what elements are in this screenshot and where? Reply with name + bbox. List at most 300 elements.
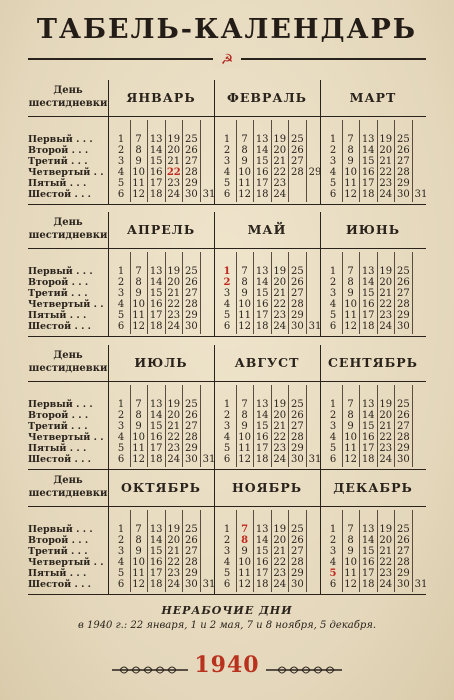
day-number: 26	[185, 410, 198, 421]
day-number: 6	[117, 579, 125, 590]
day-number: 5	[329, 568, 337, 579]
day-number: 17	[361, 443, 375, 454]
day-number: 15	[149, 156, 163, 167]
day-number: 12	[132, 189, 145, 200]
day-number: 10	[132, 299, 145, 310]
quarter-block	[28, 80, 426, 204]
day-number: 13	[255, 134, 269, 145]
day-number: 31	[308, 454, 322, 465]
day-number: 18	[255, 321, 269, 332]
day-number: 10	[238, 432, 251, 443]
day-number: 10	[344, 299, 357, 310]
day-number: 24	[273, 579, 287, 590]
day-number: 20	[273, 535, 287, 546]
day-number: 4	[223, 167, 231, 178]
day-number: 31	[202, 454, 216, 465]
day-number: 30	[291, 454, 304, 465]
month-name: ИЮНЬ	[345, 222, 401, 237]
month-separator	[214, 80, 215, 204]
day-number: 19	[273, 134, 287, 145]
weekday-label: Четвертый . .	[28, 167, 104, 178]
weekday-label: Третий . . .	[28, 156, 88, 167]
day-number: 28	[185, 299, 198, 310]
day-number: 18	[361, 579, 375, 590]
day-number: 13	[255, 266, 269, 277]
day-number: 5	[329, 178, 337, 189]
day-number: 7	[241, 134, 248, 145]
page-title: ТАБЕЛЬ-КАЛЕНДАРЬ	[36, 14, 418, 45]
day-number: 11	[238, 443, 251, 454]
day-number: 5	[329, 443, 337, 454]
day-number: 16	[149, 557, 163, 568]
day-number: 23	[273, 310, 287, 321]
day-number: 24	[167, 321, 181, 332]
day-number: 31	[414, 579, 428, 590]
day-number: 12	[132, 454, 145, 465]
day-number: 22	[167, 299, 181, 310]
day-number: 17	[361, 568, 375, 579]
day-number: 20	[167, 277, 181, 288]
day-number: 19	[379, 266, 393, 277]
day-number: 26	[291, 410, 304, 421]
day-number: 21	[273, 288, 287, 299]
month-name: СЕНТЯБРЬ	[327, 355, 418, 370]
day-number: 18	[149, 189, 163, 200]
day-number: 24	[379, 579, 393, 590]
day-number: 27	[185, 288, 198, 299]
day-number: 25	[291, 266, 304, 277]
day-number: 16	[255, 167, 269, 178]
weekday-label: Пятый . . .	[28, 178, 87, 189]
day-number: 9	[135, 156, 142, 167]
day-number: 10	[344, 167, 357, 178]
day-number: 16	[255, 299, 269, 310]
day-column-header: День шестидневки	[28, 85, 108, 109]
day-number: 10	[132, 432, 145, 443]
day-number: 8	[241, 277, 248, 288]
quarter-block	[28, 470, 426, 594]
day-number: 1	[117, 266, 125, 277]
day-number: 6	[329, 321, 337, 332]
day-number: 28	[291, 167, 304, 178]
day-number: 27	[397, 288, 410, 299]
day-number: 1	[329, 399, 337, 410]
quarter-block	[28, 345, 426, 469]
quarter-header	[28, 80, 426, 117]
month-separator	[320, 212, 321, 336]
day-number: 21	[167, 156, 181, 167]
day-number: 1	[223, 266, 231, 277]
day-number: 16	[361, 299, 375, 310]
day-number: 14	[149, 535, 163, 546]
day-number: 2	[117, 410, 125, 421]
day-number: 25	[291, 524, 304, 535]
day-number: 21	[273, 156, 287, 167]
day-number: 23	[167, 178, 181, 189]
weekday-label: Пятый . . .	[28, 568, 87, 579]
day-number: 7	[347, 266, 354, 277]
day-number: 1	[117, 524, 125, 535]
quarter-header	[28, 345, 426, 382]
day-number: 28	[291, 299, 304, 310]
day-number: 25	[397, 524, 410, 535]
day-number: 18	[149, 579, 163, 590]
day-number: 11	[344, 568, 357, 579]
day-number: 26	[291, 277, 304, 288]
day-number: 2	[329, 277, 337, 288]
weekday-label: Первый . . .	[28, 266, 93, 277]
day-number: 3	[117, 156, 125, 167]
day-number: 2	[329, 145, 337, 156]
day-number: 30	[185, 321, 198, 332]
hammer-sickle-icon: ☭	[213, 52, 241, 68]
day-number: 17	[361, 178, 375, 189]
day-number: 27	[185, 421, 198, 432]
month-name: МАЙ	[247, 222, 287, 237]
day-number: 2	[117, 535, 125, 546]
day-number: 3	[223, 546, 231, 557]
day-number: 20	[379, 410, 393, 421]
day-number: 9	[241, 156, 248, 167]
day-number: 3	[329, 421, 337, 432]
day-number: 4	[329, 432, 337, 443]
day-number: 19	[273, 399, 287, 410]
day-number: 1	[329, 266, 337, 277]
day-number: 27	[291, 288, 304, 299]
weekday-label: Третий . . .	[28, 421, 88, 432]
day-number: 17	[149, 568, 163, 579]
day-number: 16	[361, 432, 375, 443]
month-name: ДЕКАБРЬ	[333, 480, 413, 495]
day-number: 12	[344, 321, 357, 332]
day-number: 27	[185, 156, 198, 167]
day-number: 17	[255, 178, 269, 189]
day-number: 25	[291, 399, 304, 410]
day-number: 28	[397, 167, 410, 178]
day-number: 15	[361, 546, 375, 557]
month-separator	[320, 80, 321, 204]
day-number: 6	[223, 454, 231, 465]
quarter-bottom-rule	[28, 204, 426, 205]
day-number: 16	[361, 557, 375, 568]
day-number: 1	[329, 524, 337, 535]
day-number: 11	[238, 310, 251, 321]
day-number: 3	[223, 288, 231, 299]
month-name: АПРЕЛЬ	[126, 222, 196, 237]
day-number: 9	[347, 288, 354, 299]
day-number: 20	[167, 410, 181, 421]
day-number: 8	[135, 277, 142, 288]
day-number: 4	[329, 299, 337, 310]
day-number: 19	[379, 134, 393, 145]
day-number: 30	[397, 189, 410, 200]
day-number: 17	[255, 568, 269, 579]
day-number: 28	[185, 167, 198, 178]
day-number: 6	[223, 189, 231, 200]
day-number: 9	[135, 546, 142, 557]
day-number: 8	[347, 410, 354, 421]
day-number: 18	[255, 189, 269, 200]
day-number: 26	[185, 277, 198, 288]
day-number: 4	[223, 557, 231, 568]
weekday-label: Первый . . .	[28, 524, 93, 535]
day-number: 3	[329, 156, 337, 167]
day-number: 24	[273, 321, 287, 332]
day-number: 21	[167, 288, 181, 299]
day-column-header: День шестидневки	[28, 217, 108, 241]
day-number: 27	[397, 156, 410, 167]
day-number: 23	[167, 443, 181, 454]
day-number: 6	[329, 579, 337, 590]
day-number: 24	[167, 579, 181, 590]
quarter-header	[28, 212, 426, 249]
day-number: 8	[347, 145, 354, 156]
weekday-label: Пятый . . .	[28, 310, 87, 321]
day-number: 12	[238, 189, 251, 200]
day-number: 18	[255, 579, 269, 590]
day-number: 22	[273, 167, 287, 178]
day-number: 6	[117, 189, 125, 200]
day-number: 30	[397, 579, 410, 590]
day-number: 22	[167, 557, 181, 568]
weekday-label: Второй . . .	[28, 145, 89, 156]
day-number: 30	[291, 579, 304, 590]
day-number: 5	[117, 178, 125, 189]
day-number: 8	[241, 145, 248, 156]
day-number: 17	[255, 443, 269, 454]
day-number: 9	[347, 546, 354, 557]
day-number: 26	[291, 145, 304, 156]
day-number: 4	[223, 299, 231, 310]
day-number: 25	[185, 134, 198, 145]
day-number: 4	[223, 432, 231, 443]
day-number: 5	[223, 568, 231, 579]
day-number: 14	[361, 277, 375, 288]
weekday-label: Шестой . . .	[28, 321, 91, 332]
day-number: 22	[273, 557, 287, 568]
weekday-label: Третий . . .	[28, 288, 88, 299]
day-number: 31	[414, 189, 428, 200]
day-number: 2	[223, 277, 231, 288]
day-number: 24	[167, 454, 181, 465]
day-number: 20	[379, 277, 393, 288]
day-number: 3	[329, 288, 337, 299]
day-number: 21	[273, 546, 287, 557]
day-number: 9	[241, 421, 248, 432]
day-number: 12	[344, 454, 357, 465]
day-number: 30	[185, 189, 198, 200]
day-number: 8	[241, 535, 249, 546]
day-number: 12	[344, 189, 357, 200]
day-number: 9	[241, 546, 248, 557]
day-number: 20	[167, 535, 181, 546]
day-number: 10	[238, 557, 251, 568]
day-number: 16	[255, 432, 269, 443]
day-number: 29	[291, 568, 304, 579]
day-number: 26	[291, 535, 304, 546]
day-number: 1	[223, 399, 231, 410]
day-number: 24	[167, 189, 181, 200]
day-number: 8	[347, 277, 354, 288]
day-number: 6	[329, 454, 337, 465]
day-number: 4	[117, 167, 125, 178]
day-number: 29	[185, 443, 198, 454]
day-number: 18	[361, 454, 375, 465]
day-number: 15	[361, 288, 375, 299]
day-number: 22	[379, 432, 393, 443]
day-number: 14	[361, 535, 375, 546]
day-number: 15	[149, 421, 163, 432]
day-number: 23	[273, 568, 287, 579]
day-number: 20	[379, 145, 393, 156]
day-number: 27	[291, 421, 304, 432]
day-number: 8	[347, 535, 354, 546]
day-number: 24	[273, 189, 287, 200]
day-number: 29	[185, 178, 198, 189]
day-number: 27	[185, 546, 198, 557]
day-number: 4	[117, 299, 125, 310]
day-number: 13	[361, 134, 375, 145]
day-number: 30	[291, 321, 304, 332]
day-column-header: День шестидневки	[28, 350, 108, 374]
day-number: 14	[255, 535, 269, 546]
day-number: 25	[185, 524, 198, 535]
quarter-bottom-rule	[28, 594, 426, 595]
day-number: 19	[273, 266, 287, 277]
day-number: 31	[202, 579, 216, 590]
day-number: 29	[291, 443, 304, 454]
day-number: 17	[255, 310, 269, 321]
day-number: 4	[117, 432, 125, 443]
day-number: 28	[397, 557, 410, 568]
day-number: 7	[241, 266, 248, 277]
day-number: 25	[291, 134, 304, 145]
weekday-label: Первый . . .	[28, 399, 93, 410]
month-name: ФЕВРАЛЬ	[227, 90, 307, 105]
year-label: 1940	[194, 652, 260, 678]
day-number: 19	[167, 399, 181, 410]
day-number: 19	[379, 399, 393, 410]
day-number: 14	[361, 145, 375, 156]
day-number: 25	[397, 266, 410, 277]
day-number: 8	[135, 535, 142, 546]
day-number: 21	[379, 546, 393, 557]
day-number: 13	[149, 266, 163, 277]
day-column-header: День шестидневки	[28, 475, 108, 499]
day-number: 17	[149, 443, 163, 454]
day-number: 12	[132, 321, 145, 332]
day-number: 15	[149, 288, 163, 299]
day-number: 15	[361, 156, 375, 167]
day-number: 14	[361, 410, 375, 421]
day-number: 27	[397, 546, 410, 557]
day-number: 1	[223, 524, 231, 535]
weekday-label: Третий . . .	[28, 546, 88, 557]
day-number: 13	[361, 266, 375, 277]
day-number: 17	[149, 178, 163, 189]
day-number: 8	[135, 410, 142, 421]
day-number: 12	[238, 579, 251, 590]
day-number: 15	[255, 421, 269, 432]
day-number: 5	[223, 310, 231, 321]
day-number: 3	[223, 421, 231, 432]
day-number: 29	[185, 568, 198, 579]
day-number: 10	[132, 557, 145, 568]
day-number: 24	[379, 454, 393, 465]
day-number: 11	[344, 310, 357, 321]
day-number: 13	[255, 399, 269, 410]
weekday-label: Четвертый . .	[28, 432, 104, 443]
day-number: 1	[223, 134, 231, 145]
day-number: 6	[223, 579, 231, 590]
day-number: 28	[185, 557, 198, 568]
weekday-label: Шестой . . .	[28, 579, 91, 590]
day-number: 12	[238, 321, 251, 332]
day-number: 11	[132, 568, 145, 579]
day-number: 24	[379, 189, 393, 200]
day-number: 26	[185, 145, 198, 156]
day-number: 15	[361, 421, 375, 432]
day-number: 16	[149, 432, 163, 443]
day-number: 20	[273, 277, 287, 288]
day-number: 22	[273, 299, 287, 310]
day-number: 2	[329, 535, 337, 546]
day-number: 15	[149, 546, 163, 557]
day-number: 28	[397, 432, 410, 443]
day-number: 11	[238, 568, 251, 579]
day-number: 9	[241, 288, 248, 299]
month-separator	[320, 470, 321, 594]
day-number: 16	[149, 299, 163, 310]
day-number: 29	[185, 310, 198, 321]
day-number: 2	[223, 410, 231, 421]
day-number: 7	[347, 134, 354, 145]
day-number: 30	[397, 454, 410, 465]
day-number: 9	[135, 421, 142, 432]
day-number: 27	[291, 156, 304, 167]
day-number: 11	[132, 310, 145, 321]
day-number: 26	[397, 535, 410, 546]
day-number: 13	[149, 399, 163, 410]
weekday-label: Первый . . .	[28, 134, 93, 145]
day-number: 21	[167, 421, 181, 432]
day-number: 23	[273, 178, 287, 189]
day-number: 20	[379, 535, 393, 546]
day-number: 29	[308, 167, 322, 178]
day-number: 11	[344, 178, 357, 189]
day-number: 8	[241, 410, 248, 421]
day-number: 22	[379, 167, 393, 178]
day-number: 19	[167, 134, 181, 145]
day-number: 12	[344, 579, 357, 590]
day-number: 14	[255, 277, 269, 288]
day-number: 16	[255, 557, 269, 568]
day-number: 18	[149, 454, 163, 465]
right-laurel-icon	[264, 662, 344, 678]
month-separator	[320, 345, 321, 469]
day-number: 22	[166, 167, 181, 178]
day-number: 31	[308, 321, 322, 332]
day-number: 23	[167, 568, 181, 579]
day-number: 21	[379, 156, 393, 167]
day-number: 24	[379, 321, 393, 332]
day-number: 29	[397, 310, 410, 321]
day-number: 14	[149, 145, 163, 156]
day-number: 11	[344, 443, 357, 454]
day-number: 21	[379, 288, 393, 299]
day-number: 13	[149, 524, 163, 535]
day-number: 23	[379, 310, 393, 321]
